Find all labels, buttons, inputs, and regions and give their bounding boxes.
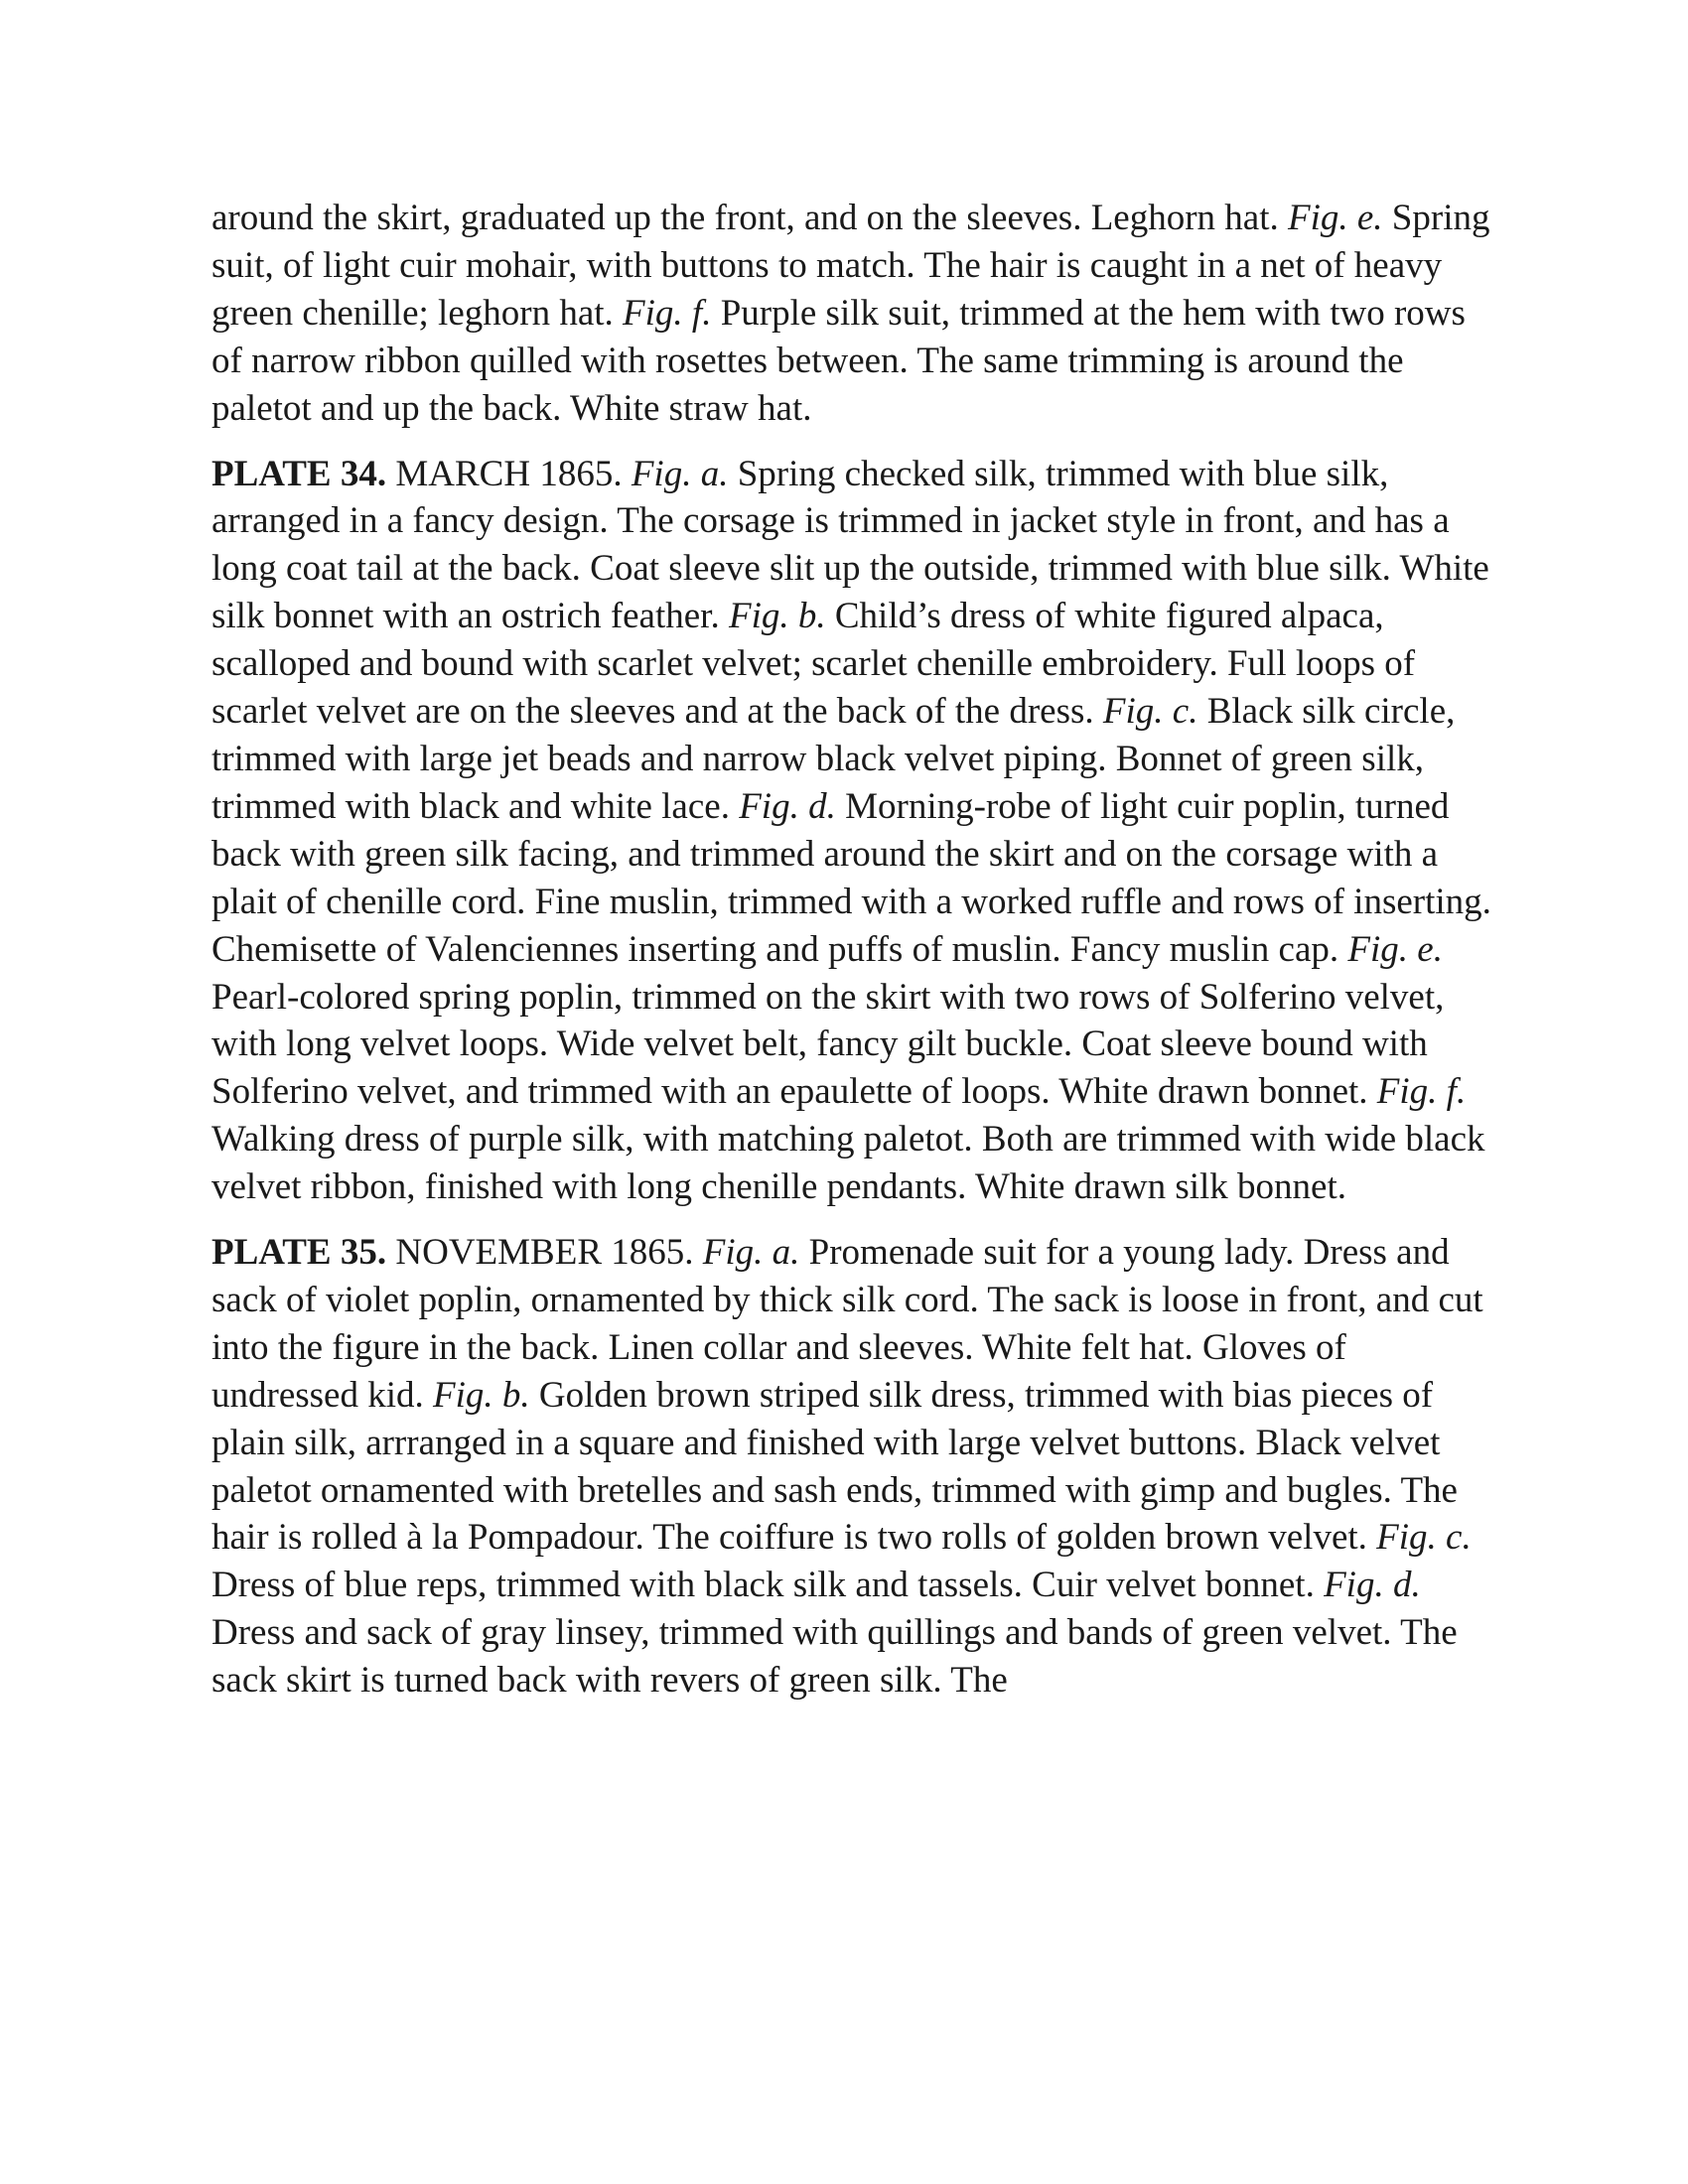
- figure-label: Fig. d.: [739, 785, 836, 827]
- body-text: Child’s dress of white figured alpaca, scalloped and bound with scarlet velvet; scarlet chenille embroidery. Full loops of scarlet velvet are on the sleeves and at the back of the dress.: [211, 596, 1416, 733]
- body-text: MARCH 1865.: [386, 453, 632, 494]
- body-text: Spring checked silk, trimmed with blue silk, arranged in a fancy design. The corsage is trimmed in jacket style in front, and has a long coat tail at the back. Coat sleeve slit up the outside, trimmed with blue silk. White silk bonnet with an ostrich feather.: [211, 453, 1489, 637]
- figure-label: Fig. b.: [728, 596, 826, 637]
- body-text: Purple silk suit, trimmed at the hem with two rows of narrow ribbon quilled with rosettes between. The same trimming is around the paletot and up the back. White straw hat.: [211, 292, 1466, 429]
- body-text: Walking dress of purple silk, with matching paletot. Both are trimmed with wide black velvet ribbon, finished with long chenille pendants. White drawn silk bonnet.: [211, 1119, 1485, 1208]
- body-text: around the skirt, graduated up the front, and on the sleeves. Leghorn hat.: [211, 198, 1288, 238]
- document-page: [211, 195, 1492, 1722]
- figure-label: Fig. e.: [1347, 928, 1443, 970]
- figure-label: Fig. c.: [1102, 691, 1198, 733]
- figure-label: Fig. e.: [1287, 198, 1383, 238]
- figure-label: Fig. c.: [1376, 1517, 1472, 1559]
- paragraph-plate-34: [211, 451, 1492, 1212]
- plate-heading: PLATE 35.: [211, 1232, 387, 1274]
- figure-label: Fig. b.: [433, 1374, 530, 1416]
- body-text: NOVEMBER 1865.: [386, 1232, 703, 1274]
- body-text: Pearl-colored spring poplin, trimmed on the skirt with two rows of Solferino velvet, with long velvet loops. Wide velvet belt, fancy gilt buckle. Coat sleeve bound with Solferino velvet, and trimmed with an epaulette of loops. White drawn bonnet.: [211, 976, 1445, 1113]
- figure-label: Fig. a.: [631, 453, 729, 494]
- body-text: Dress of blue reps, trimmed with black silk and tassels. Cuir velvet bonnet.: [211, 1565, 1325, 1606]
- figure-label: Fig. f.: [1376, 1071, 1467, 1113]
- body-text: Golden brown striped silk dress, trimmed with bias pieces of plain silk, arrranged in a square and finished with large velvet buttons. Black velvet paletot ornamented with bretelles and sash ends, trimmed with gimp and bugles. The hair is rolled à la Pompadour. The coiffure is two rolls of golden brown velvet.: [211, 1374, 1458, 1559]
- body-text: Dress and sack of gray linsey, trimmed with quillings and bands of green velvet. The sack skirt is turned back with revers of green silk. The: [211, 1612, 1458, 1702]
- paragraph-plate-35: [211, 1229, 1492, 1705]
- figure-label: Fig. f.: [623, 292, 712, 334]
- body-text: Promenade suit for a young lady. Dress and sack of violet poplin, ornamented by thick silk cord. The sack is loose in front, and cut into the figure in the back. Linen collar and sleeves. White felt hat. Gloves of undressed kid.: [211, 1232, 1483, 1416]
- body-text: Spring suit, of light cuir mohair, with buttons to match. The hair is caught in a net of heavy green chenille; leghorn hat.: [211, 198, 1490, 334]
- body-text: Morning-robe of light cuir poplin, turned back with green silk facing, and trimmed around the skirt and on the corsage with a plait of chenille cord. Fine muslin, trimmed with a worked ruffle and rows of inserting. Chemisette of Valenciennes inserting and puffs of muslin. Fancy muslin cap.: [211, 785, 1491, 970]
- body-text: Black silk circle, trimmed with large jet beads and narrow black velvet piping. Bonnet of green silk, trimmed with black and white lace.: [211, 691, 1456, 827]
- figure-label: Fig. a.: [702, 1232, 800, 1274]
- figure-label: Fig. d.: [1324, 1565, 1421, 1606]
- paragraph-continuation: [211, 195, 1492, 433]
- plate-heading: PLATE 34.: [211, 453, 387, 494]
